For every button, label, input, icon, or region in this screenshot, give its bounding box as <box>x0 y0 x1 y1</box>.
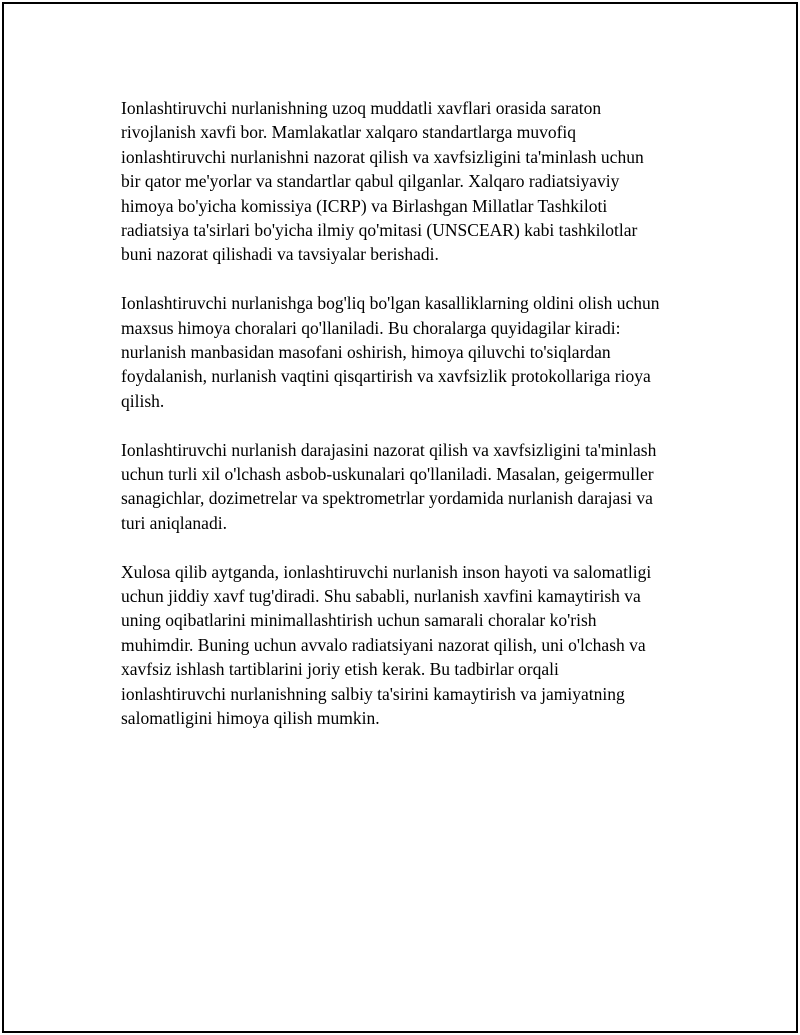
paragraph-conclusion: Xulosa qilib aytganda, ionlashtiruvchi nurlanish inson hayoti va salomatligi uchun jiddiy xavf tug'diradi. Shu sababli, nurlanish xavfini kamaytirish va uning oqibatlarini minimallashtirish uchun samarali choralar ko'rish muhimdir. Buning uchun avvalo radiatsiyani nazorat qilish, uni o'lchash va xavfsiz ishlash tartiblarini joriy etish kerak. Bu tadbirlar orqali ionlashtiruvchi nurlanishning salbiy ta'sirini kamaytirish va jamiyatning salomatligini himoya qilish mumkin. <box>121 561 652 729</box>
paragraph-long-term-risks: Ionlashtiruvchi nurlanishning uzoq muddatli xavflari orasida saraton rivojlanish xavfi bor. Mamlakatlar xalqaro standartlarga muvofiq ionlashtiruvchi nurlanishni nazorat qilish va xavfsizligini ta'minlash uchun bir qator me'yorlar va standartlar qabul qilganlar. Xalqaro radiatsiyaviy himoya bo'yicha komissiya (ICRP) va Birlashgan Millatlar Tashkiloti radiatsiya ta'sirlari bo'yicha ilmiy qo'mitasi (UNSCEAR) kabi tashkilotlar buni nazorat qilishadi va tavsiyalar berishadi. <box>121 98 644 265</box>
page-frame <box>2 2 798 1033</box>
paragraph-protection-measures: Ionlashtiruvchi nurlanishga bog'liq bo'lgan kasalliklarning oldini olish uchun maxsus himoya choralari qo'llaniladi. Bu choralarga quyidagilar kiradi: nurlanish manbasidan masofani oshirish, himoya qiluvchi to'siqlardan foydalanish, nurlanish vaqtini qisqartirish va xavfsizlik protokollariga rioya qilish. <box>121 293 660 411</box>
document-body <box>121 96 701 755</box>
paragraph-measurement-equipment: Ionlashtiruvchi nurlanish darajasini nazorat qilish va xavfsizligini ta'minlash uchun turli xil o'lchash asbob-uskunalari qo'llaniladi. Masalan, geigermuller sanagichlar, dozimetrelar va spektrometrlar yordamida nurlanish darajasi va turi aniqlanadi. <box>121 439 657 533</box>
